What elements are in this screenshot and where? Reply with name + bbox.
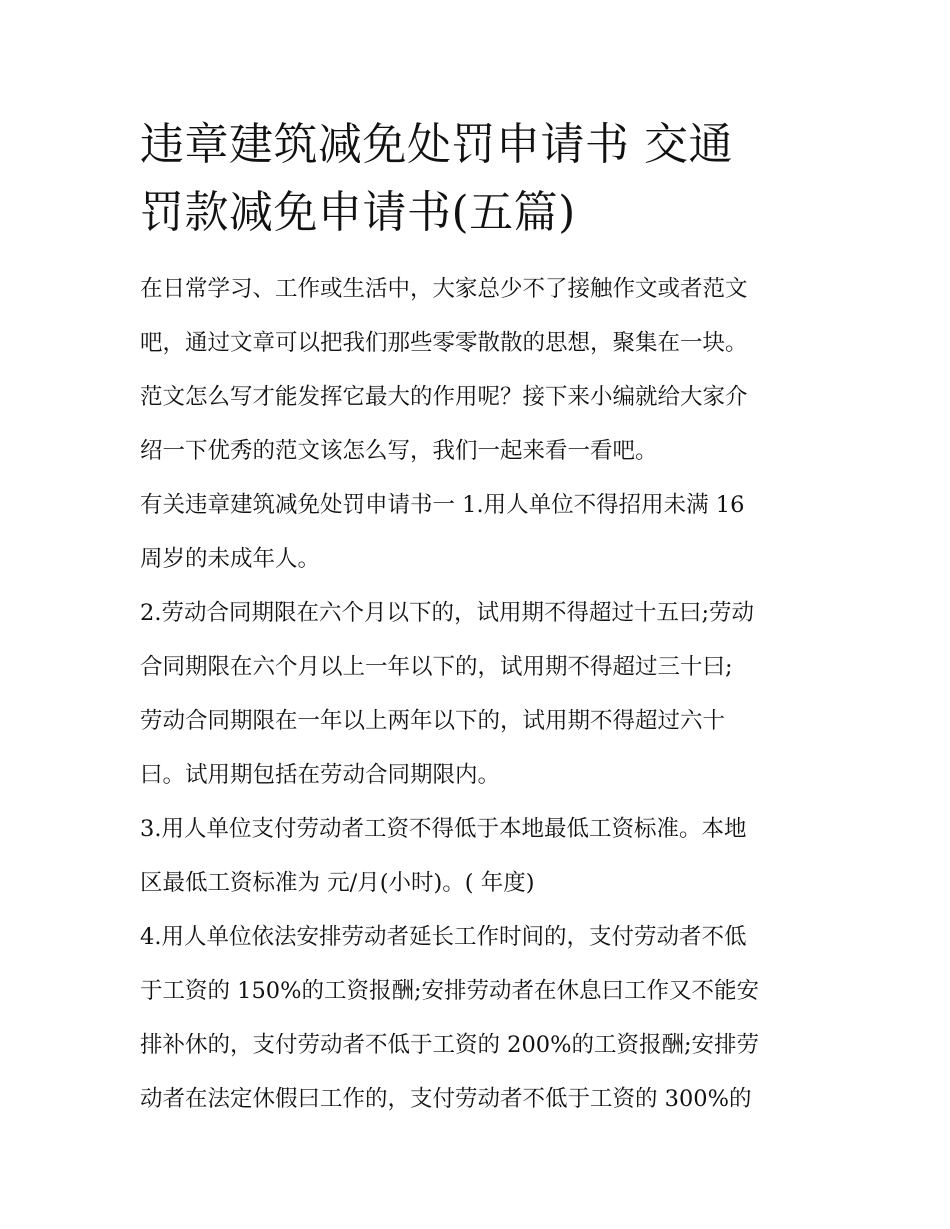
title-line-2: 罚款减免申请书(五篇) [140,187,576,238]
title-line-1: 违章建筑减免处罚申请书 交通 [140,119,733,170]
paragraph-item-4 [140,910,820,1126]
paragraph-item-2 [140,586,820,802]
text-line: 劳动合同期限在一年以上两年以下的，试用期不得超过六十 [140,708,726,734]
paragraph-item-3 [140,802,820,910]
text-line: 周岁的未成年人。 [140,546,321,572]
text-line: 合同期限在六个月以上一年以下的，试用期不得超过三十曰; [140,654,733,680]
text-line: 于工资的 150%的工资报酬;安排劳动者在休息曰工作又不能安 [140,978,760,1004]
paragraph-intro [140,262,820,478]
text-line: 在日常学习、工作或生活中，大家总少不了接触作文或者范文 [140,276,748,302]
text-line: 吧，通过文章可以把我们那些零零散散的思想，聚集在一块。 [140,330,748,356]
text-line: 2.劳动合同期限在六个月以下的，试用期不得超过十五曰;劳动 [140,600,755,626]
document-body [140,262,820,1126]
text-line: 排补休的，支付劳动者不低于工资的 200%的工资报酬;安排劳 [140,1032,760,1058]
text-line: 动者在法定休假曰工作的，支付劳动者不低于工资的 300%的 [140,1086,752,1112]
text-line: 范文怎么写才能发挥它最大的作用呢？接下来小编就给大家介 [140,384,748,410]
document-content [140,118,820,1126]
text-line: 曰。试用期包括在劳动合同期限内。 [140,762,501,788]
document-title [140,118,820,240]
text-line: 3.用人单位支付劳动者工资不得低于本地最低工资标准。本地 [140,816,747,842]
text-line: 绍一下优秀的范文该怎么写，我们一起来看一看吧。 [140,438,658,464]
text-line: 区最低工资标准为 元/月(小时)。( 年度) [140,870,535,896]
text-line: 4.用人单位依法安排劳动者延长工作时间的，支付劳动者不低 [140,924,747,950]
paragraph-item-1 [140,478,820,586]
text-line: 有关违章建筑减免处罚申请书一 1.用人单位不得招用未满 16 [140,492,745,518]
